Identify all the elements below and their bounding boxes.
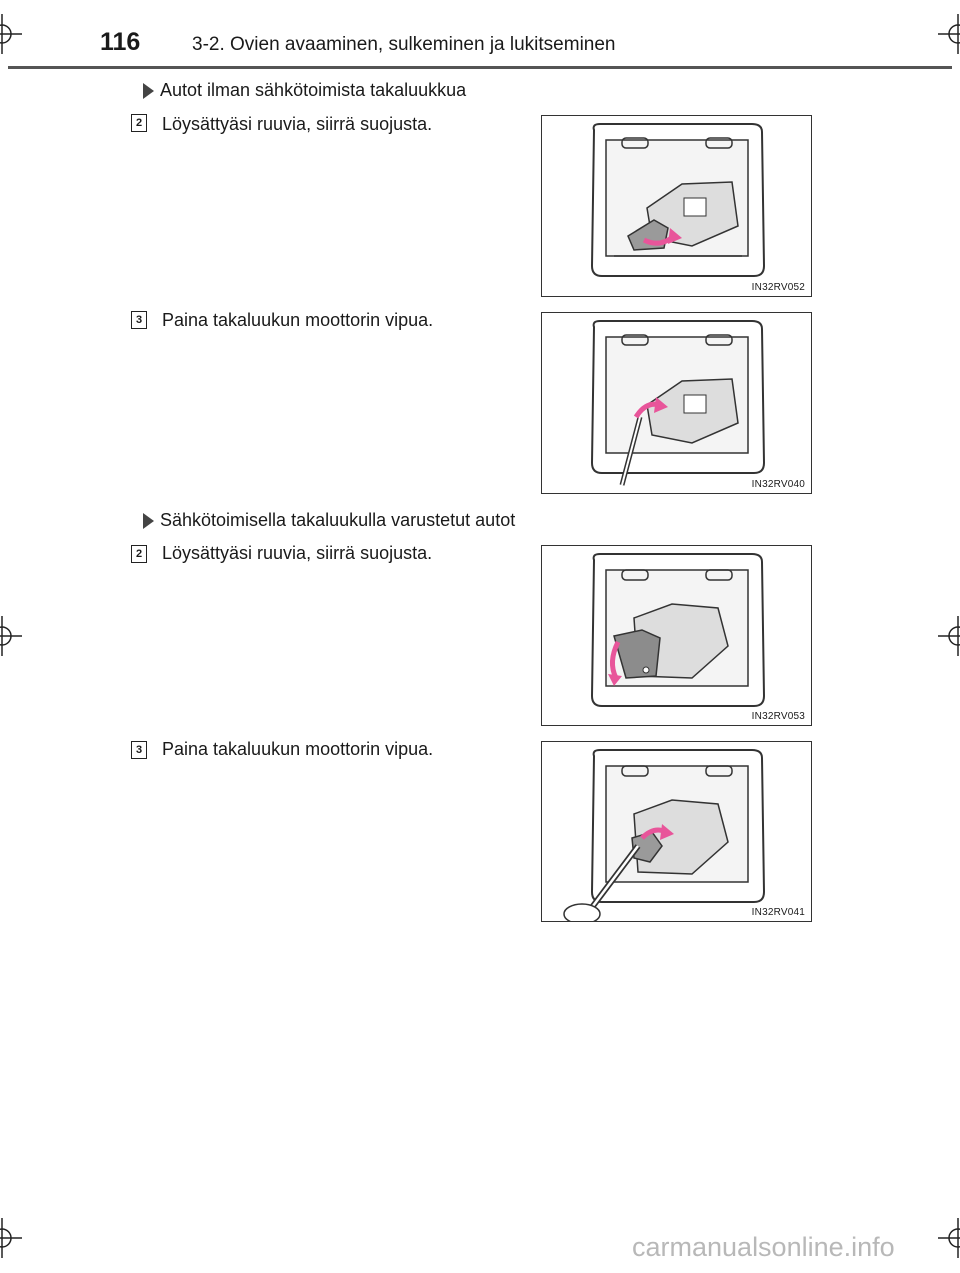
step-text: Paina takaluukun moottorin vipua. xyxy=(162,739,434,759)
figure-code: IN32RV053 xyxy=(751,711,805,722)
triangle-bullet-icon xyxy=(143,83,154,99)
registration-mark-icon xyxy=(0,616,22,656)
figure-code: IN32RV041 xyxy=(751,907,805,918)
registration-mark-icon xyxy=(938,1218,960,1258)
figure-code: IN32RV040 xyxy=(751,479,805,490)
registration-mark-icon xyxy=(0,1218,22,1258)
section-heading-text: Autot ilman sähkötoimista takaluukkua xyxy=(160,80,467,100)
step-number: 2 xyxy=(131,114,147,132)
illustration-press-motor-lever-power xyxy=(541,741,812,922)
illustration-press-motor-lever xyxy=(541,312,812,494)
step-number: 3 xyxy=(131,741,147,759)
step-number: 2 xyxy=(131,545,147,563)
trunk-motor-lever-illustration xyxy=(542,313,811,493)
site-watermark[interactable]: carmanualsonline.info xyxy=(632,1232,895,1262)
section-heading xyxy=(143,80,466,101)
registration-mark-icon xyxy=(938,14,960,54)
step-text: Löysättyäsi ruuvia, siirrä suojusta. xyxy=(162,543,433,563)
power-trunk-cover-illustration xyxy=(542,546,811,725)
section-title: 3-2. Ovien avaaminen, sulkeminen ja lukitseminen xyxy=(192,34,616,55)
step-text: Löysättyäsi ruuvia, siirrä suojusta. xyxy=(162,114,433,134)
header-divider xyxy=(8,66,952,69)
step-text: Paina takaluukun moottorin vipua. xyxy=(162,310,434,330)
illustration-loosen-screw-move-cover xyxy=(541,115,812,297)
registration-mark-icon xyxy=(0,14,22,54)
power-trunk-motor-lever-illustration xyxy=(542,742,811,921)
registration-mark-icon xyxy=(938,616,960,656)
page-number: 116 xyxy=(100,28,141,56)
section-heading-text: Sähkötoimisella takaluukulla varustetut autot xyxy=(160,510,516,530)
figure-code: IN32RV052 xyxy=(751,282,805,293)
section-heading xyxy=(143,510,515,531)
trunk-latch-cover-illustration xyxy=(542,116,811,296)
illustration-loosen-screw-move-cover-power xyxy=(541,545,812,726)
triangle-bullet-icon xyxy=(143,513,154,529)
step-number: 3 xyxy=(131,311,147,329)
